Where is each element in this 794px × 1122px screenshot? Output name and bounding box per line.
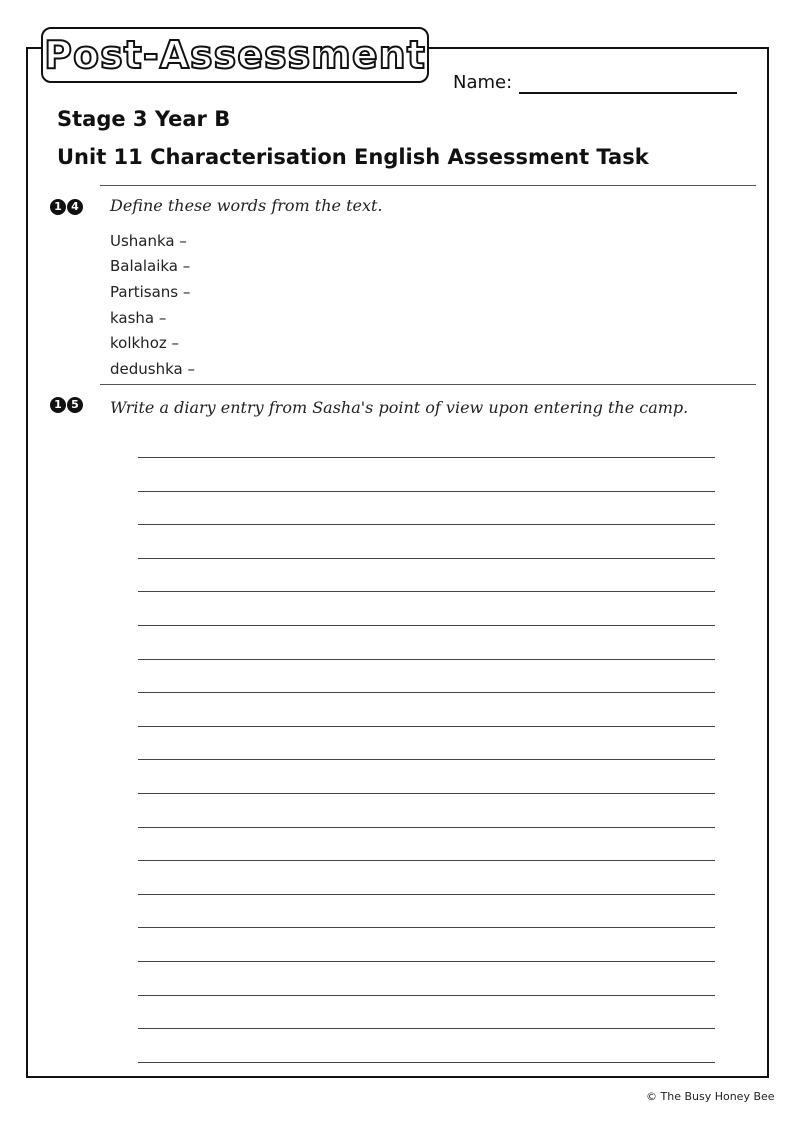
name-label: Name: [453, 72, 513, 93]
question-15-digit: 1 [50, 397, 66, 413]
writing-line[interactable] [138, 726, 715, 727]
section-divider [100, 384, 756, 385]
vocab-word: Balalaika – [110, 257, 191, 275]
vocab-word: kasha – [110, 309, 167, 327]
writing-line[interactable] [138, 961, 715, 962]
unit-heading: Unit 11 Characterisation English Assessment Task [57, 145, 649, 169]
copyright-notice: © The Busy Honey Bee [646, 1090, 775, 1103]
writing-line[interactable] [138, 524, 715, 525]
writing-line[interactable] [138, 692, 715, 693]
vocab-word: kolkhoz – [110, 334, 180, 352]
writing-line[interactable] [138, 860, 715, 861]
writing-line[interactable] [138, 827, 715, 828]
writing-line[interactable] [138, 558, 715, 559]
writing-line[interactable] [138, 995, 715, 996]
section-divider [100, 185, 756, 186]
question-14-number [50, 199, 83, 215]
stage-heading: Stage 3 Year B [57, 107, 231, 131]
writing-line[interactable] [138, 793, 715, 794]
name-answer-line[interactable] [519, 92, 737, 94]
vocab-word: Partisans – [110, 283, 191, 301]
question-15-instruction: Write a diary entry from Sasha's point of view upon entering the camp. [110, 398, 689, 417]
vocab-word: dedushka – [110, 360, 195, 378]
question-15-digit: 5 [67, 397, 83, 413]
question-14-instruction: Define these words from the text. [110, 196, 383, 215]
writing-line[interactable] [138, 927, 715, 928]
writing-line[interactable] [138, 759, 715, 760]
writing-line[interactable] [138, 591, 715, 592]
vocab-word: Ushanka – [110, 232, 187, 250]
writing-line[interactable] [138, 625, 715, 626]
writing-line[interactable] [138, 457, 715, 458]
title-banner [41, 27, 429, 83]
page-title: Post-Assessment [44, 33, 426, 77]
question-14-digit: 4 [67, 199, 83, 215]
writing-line[interactable] [138, 659, 715, 660]
writing-line[interactable] [138, 894, 715, 895]
writing-line[interactable] [138, 491, 715, 492]
question-14-digit: 1 [50, 199, 66, 215]
question-15-number [50, 397, 83, 413]
writing-line[interactable] [138, 1028, 715, 1029]
writing-line[interactable] [138, 1062, 715, 1063]
